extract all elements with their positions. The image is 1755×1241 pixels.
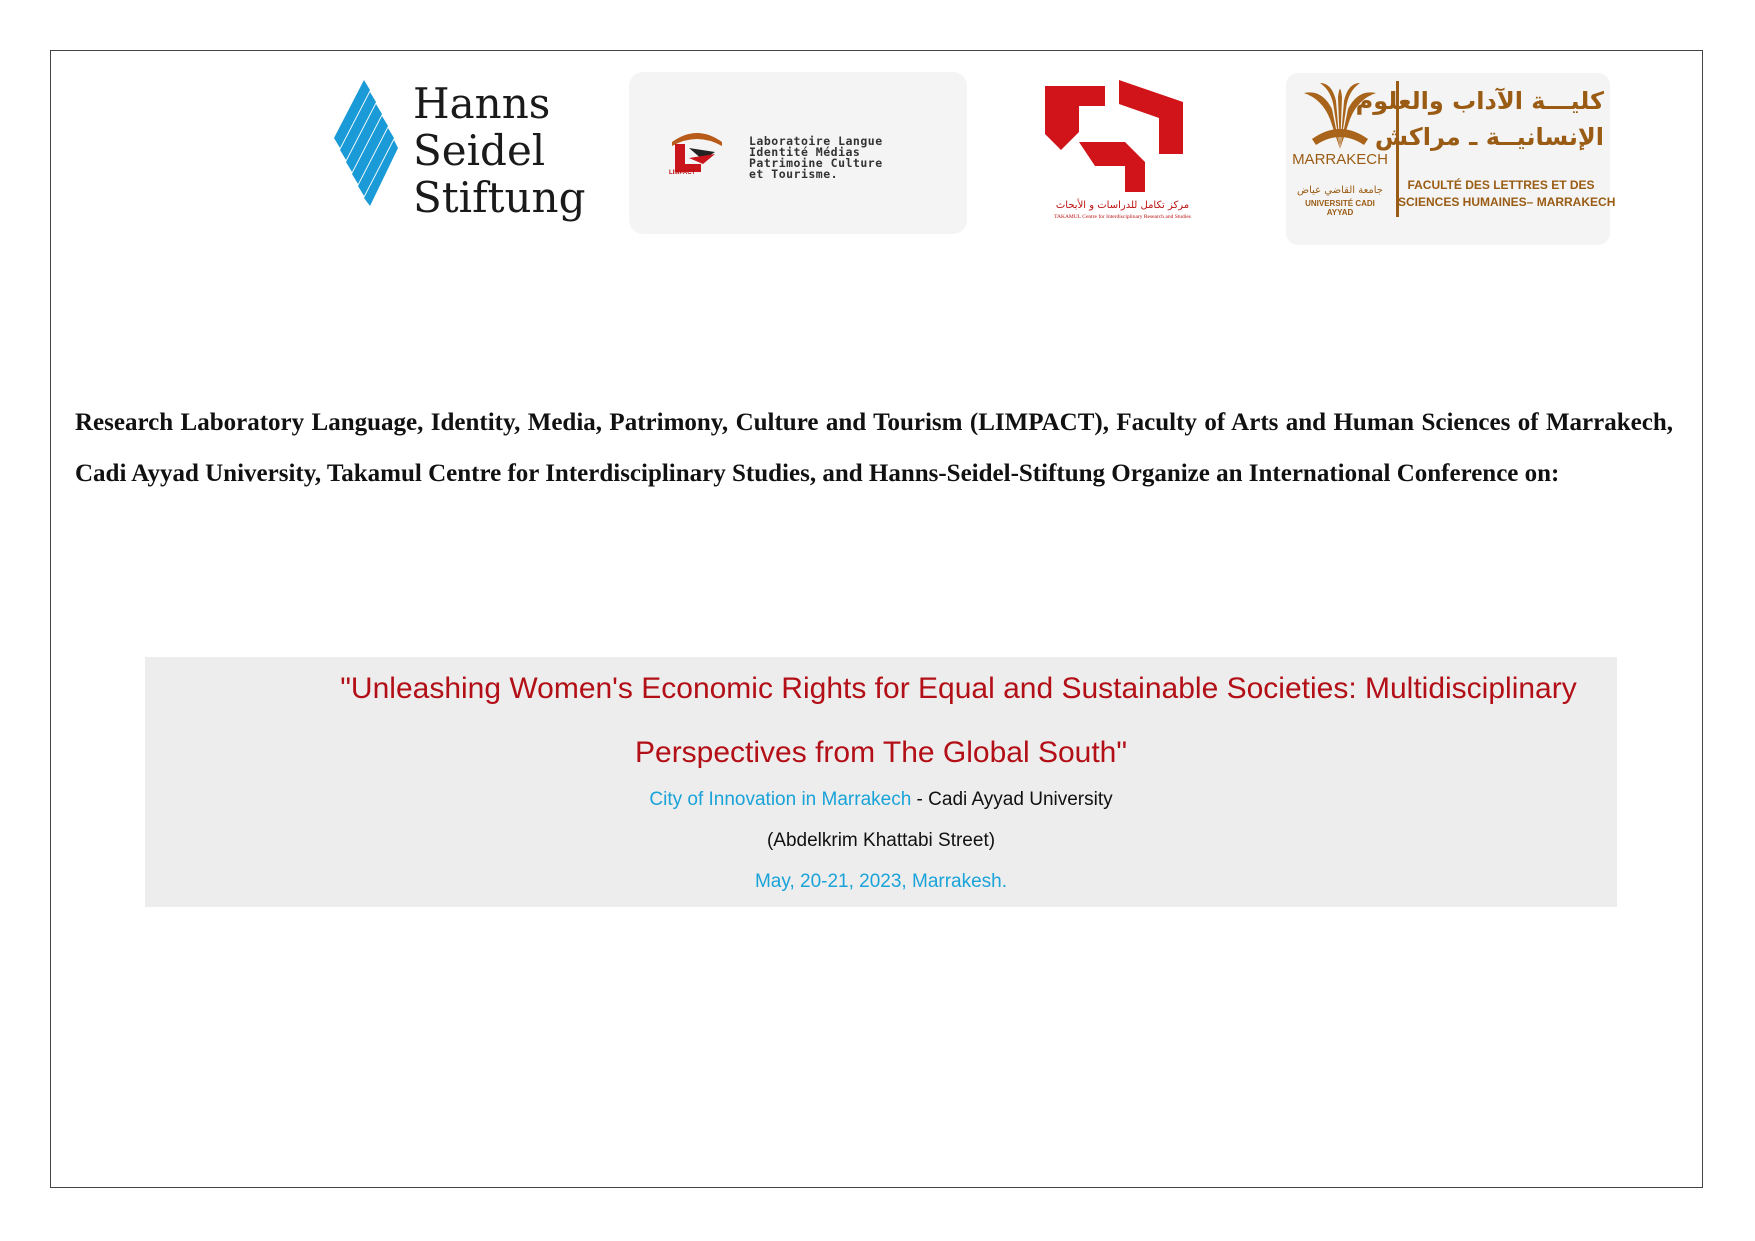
limpact-text <box>749 136 883 180</box>
takamul-english-name: TAKAMUL Centre for Interdisciplinary Research and Studies <box>1054 214 1191 220</box>
conference-title <box>145 657 1617 785</box>
conference-street: (Abdelkrim Khattabi Street) <box>766 830 996 851</box>
conference-title-line-2: Perspectives from The Global South" <box>635 736 1127 769</box>
limpact-line-4: et Tourisme. <box>749 167 839 181</box>
flsh-city: MARRAKECH <box>1292 151 1388 168</box>
flsh-arabic-line-2: الإنسانيــة ـ مراكش <box>1374 123 1604 151</box>
conference-date: May, 20-21, 2023, Marrakesh. <box>754 871 1008 892</box>
venue-university: Cadi Ayyad University <box>928 789 1113 810</box>
conference-title-line-1: "Unleashing Women's Economic Rights for Equal and Sustainable Societies: Multidisciplinary <box>340 672 1577 705</box>
hss-wordmark <box>413 80 586 221</box>
hanns-seidel-stiftung-logo <box>328 80 588 230</box>
limpact-line-2: Identité Médias <box>749 145 861 159</box>
limpact-logo <box>629 72 967 234</box>
limpact-caption: LIMPACT <box>669 170 696 176</box>
flsh-french-name <box>1398 177 1616 211</box>
takamul-logo <box>1035 80 1210 230</box>
flsh-university-arabic: جامعة القاضي عياض <box>1296 185 1383 196</box>
flsh-university-french: UNIVERSITÉ CADI AYYAD <box>1305 199 1375 217</box>
limpact-line-3: Patrimoine Culture <box>749 156 883 170</box>
conference-box <box>145 657 1617 907</box>
hss-line-2: Seidel <box>413 126 546 175</box>
flsh-arabic-line-1: كليـــة الآداب والعلوم <box>1355 87 1604 115</box>
flsh-marrakech-logo <box>1286 73 1616 245</box>
flsh-french-line-2: SCIENCES HUMAINES– MARRAKECH <box>1398 195 1616 209</box>
takamul-arabic-name: مركز تكامل للدراسات و الأبحاث <box>1055 200 1190 211</box>
hss-line-1: Hanns <box>413 79 551 128</box>
hss-stripes-icon <box>328 80 408 220</box>
flsh-arabic-name <box>1355 83 1604 155</box>
venue-place: City of Innovation in Marrakech <box>649 789 912 810</box>
venue-separator: - <box>911 789 929 810</box>
takamul-mark-icon <box>1035 80 1210 198</box>
flsh-french-line-1: FACULTÉ DES LETTRES ET DES <box>1407 178 1595 192</box>
intro-paragraph: Research Laboratory Language, Identity, Media, Patrimony, Culture and Tourism (LIMPACT), Faculty of Arts and Human Sciences of Marrakech, Cadi Ayyad University, Takamul Centre for Interdisciplinary Studies, and Hanns-Seidel-Stiftung Organize an International Conference on: <box>75 409 1673 487</box>
hss-line-3: Stiftung <box>413 173 586 222</box>
conference-venue <box>145 789 1617 811</box>
limpact-line-1: Laboratoire Langue <box>749 134 883 148</box>
